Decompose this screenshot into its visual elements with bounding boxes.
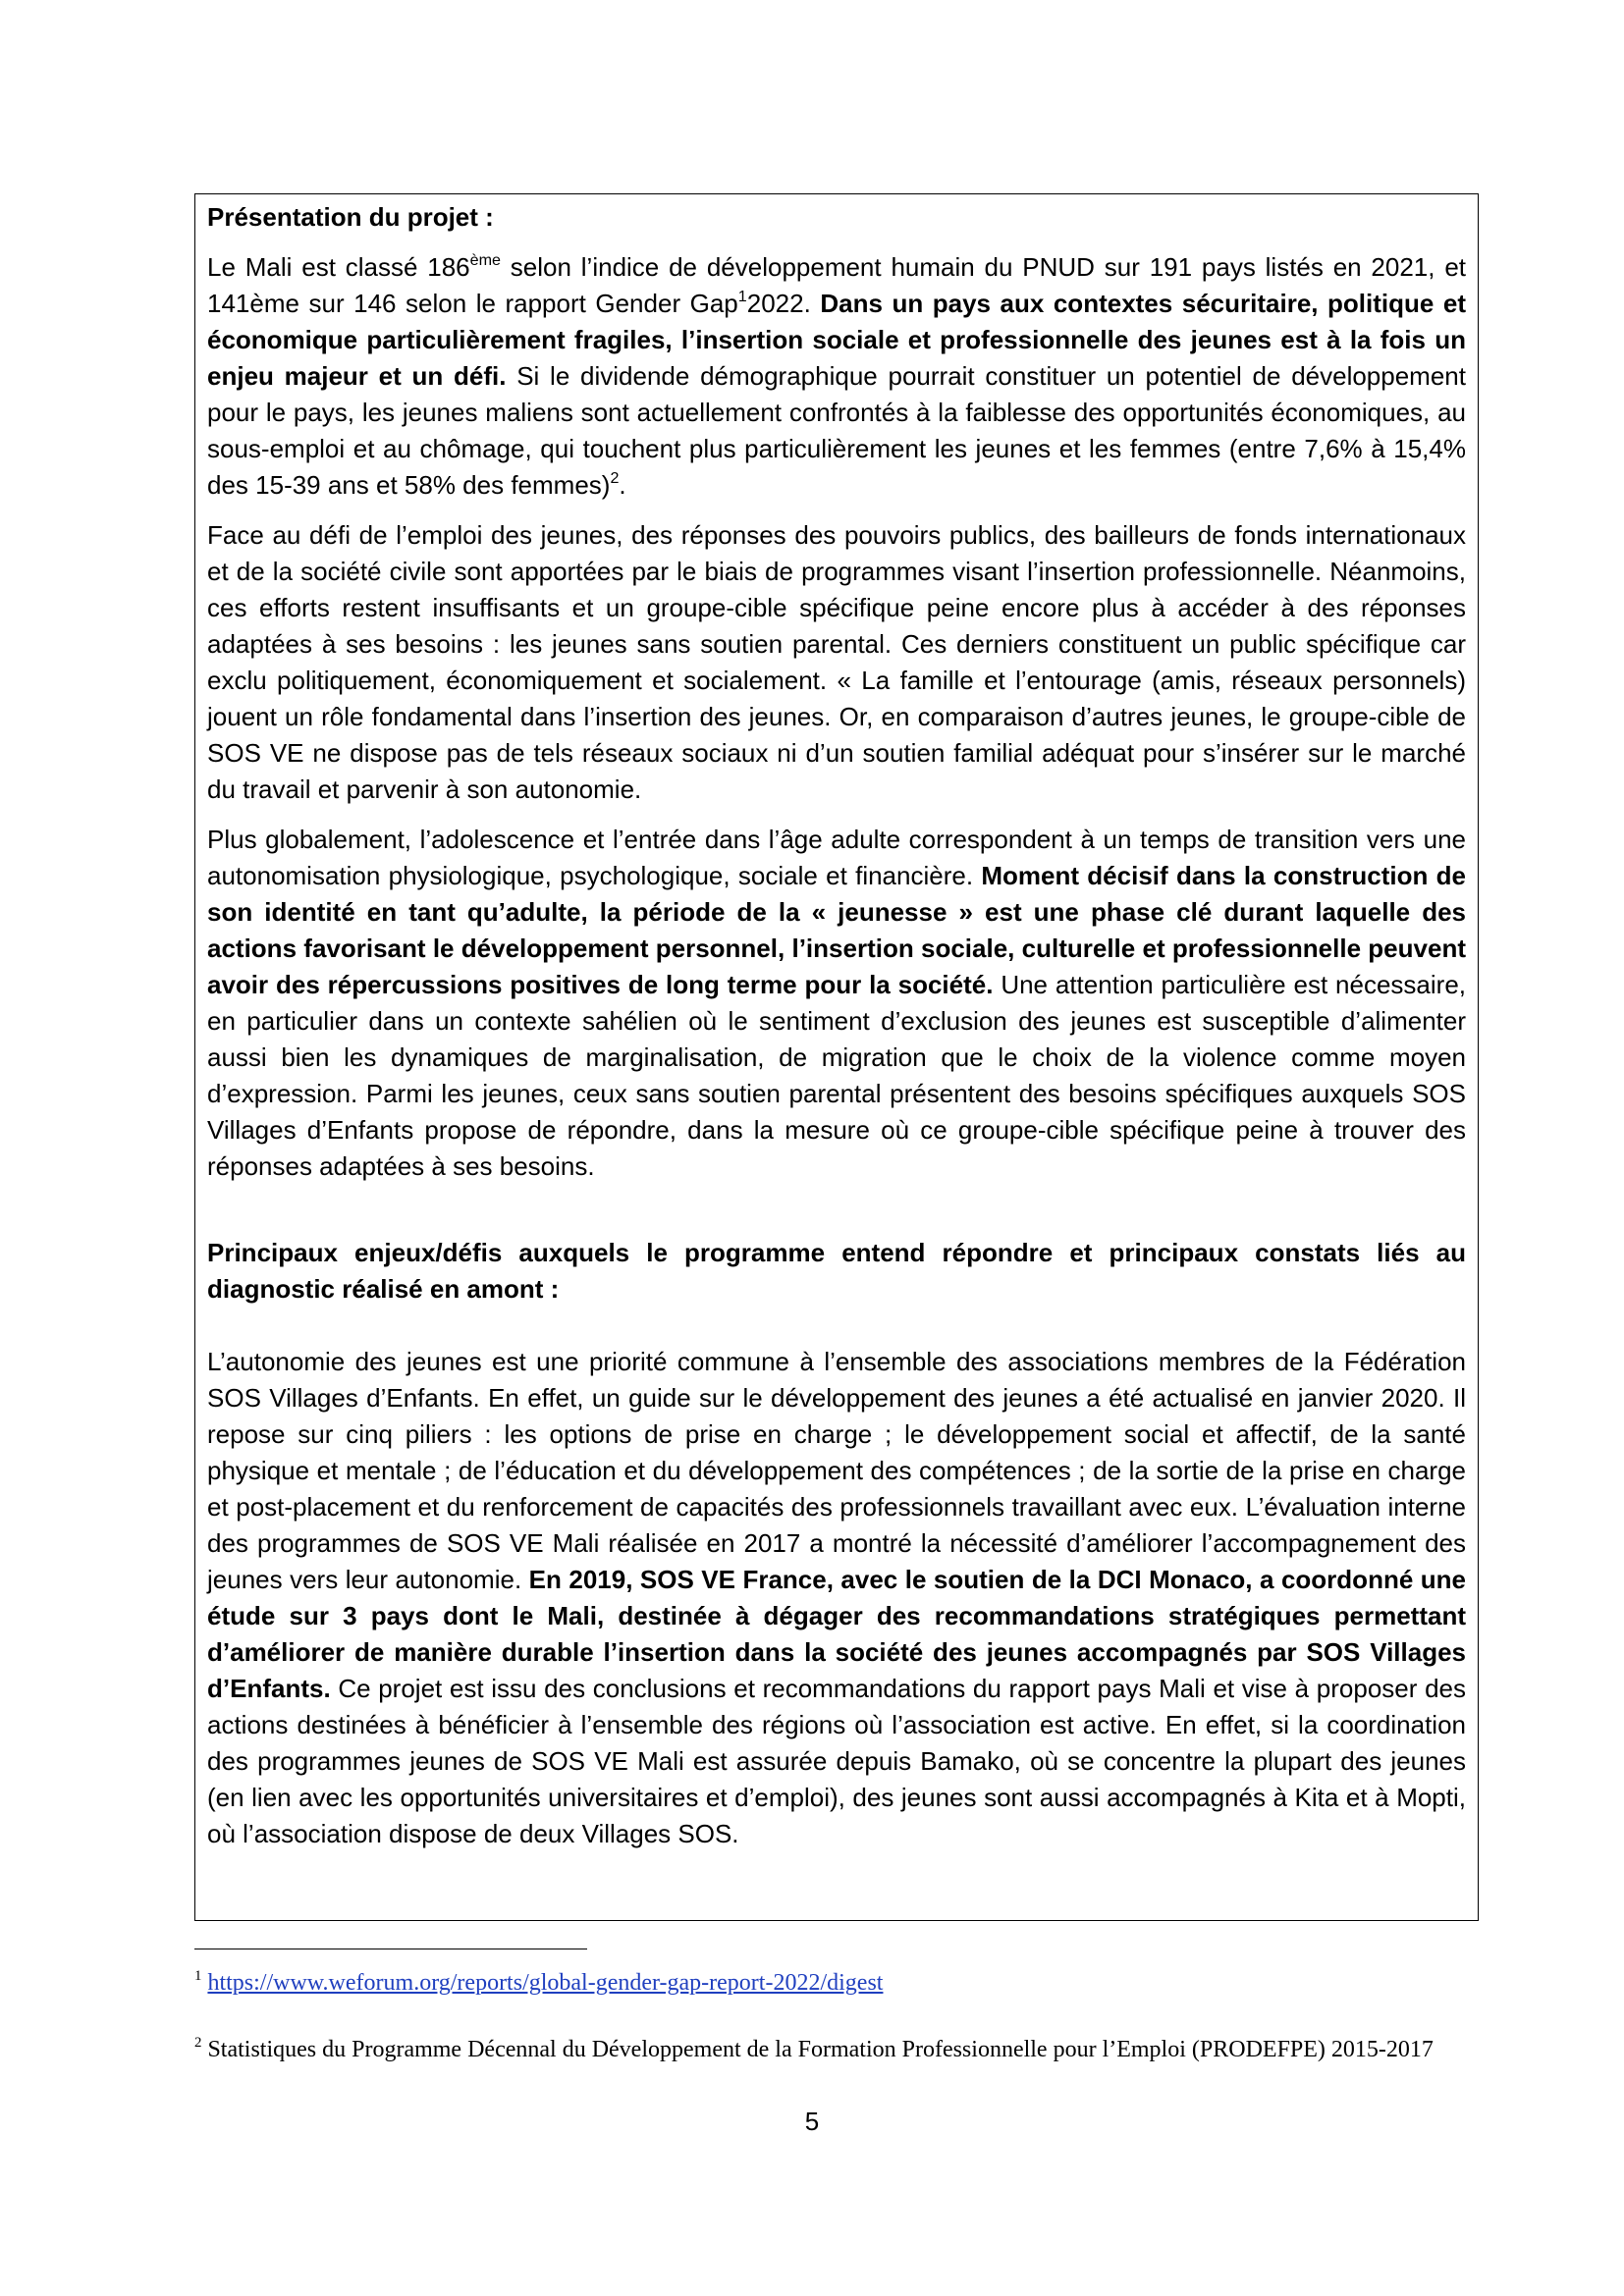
paragraph-employment-challenge: Face au défi de l’emploi des jeunes, des réponses des pouvoirs publics, des bailleurs de fonds internationaux et de la société civile sont apportées par le biais de programmes visant l’insertion professionnelle. Néanmoins, ces efforts restent insuffisants et un groupe-cible spécifique peine encore plus à accéder à des réponses adaptées à ses besoins : les jeunes sans soutien parental. Ces derniers constituent un public spécifique car exclu politiquement, économiquement et socialement. « La famille et l’entourage (amis, réseaux personnels) jouent un rôle fondamental dans l’insertion des jeunes. Or, en comparaison d’autres jeunes, le groupe-cible de SOS VE ne dispose pas de tels réseaux sociaux ni d’un soutien familial adéquat pour s’insérer sur le marché du travail et parvenir à son autonomie. bbox=[207, 520, 1466, 804]
footnote-ref-2: 2 bbox=[610, 468, 620, 487]
bold-text-run: Moment décisif dans la construction de son identité en tant qu’adulte, la période de la « jeunesse » est une phase clé durant laquelle des actions favorisant le développement personnel, l’insertion sociale, culturelle et professionnelle peuvent avoir des répercussions positives de long terme pour la société. bbox=[207, 861, 1466, 999]
footnote-link[interactable]: https://www.weforum.org/reports/global-gender-gap-report-2022/digest bbox=[207, 1970, 884, 1996]
footnote-2 bbox=[194, 2034, 1479, 2066]
superscript-eme: ème bbox=[469, 250, 501, 269]
text-run: selon l’indice de développement humain du PNUD sur 191 pays listés en 2021, et 141ème sur 146 selon le rapport Gender Gap bbox=[207, 252, 1466, 318]
project-box bbox=[194, 193, 1479, 1921]
footnote-text: Statistiques du Programme Décennal du Développement de la Formation Professionnelle pour l’Emploi (PRODEFPE) 2015-2017 bbox=[207, 2037, 1434, 2062]
text-run: Le Mali est classé 186 bbox=[207, 252, 470, 282]
bold-text-run: En 2019, SOS VE France, avec le soutien de la DCI Monaco, a coordonné une étude sur 3 pays dont le Mali, destinée à dégager des recommandations stratégiques permettant d’améliorer de manière durable l’insertion dans la société des jeunes accompagnés par SOS Villages d’Enfants. bbox=[207, 1565, 1466, 1703]
footnote-ref-1: 1 bbox=[737, 287, 747, 305]
footnote-1 bbox=[194, 1967, 1479, 2000]
paragraph-mali-context bbox=[207, 249, 1466, 504]
bold-text-run: Dans un pays aux contextes sécuritaire, politique et économique particulièrement fragiles, l’insertion sociale et professionnelle des jeunes est à la fois un enjeu majeur et un défi. bbox=[207, 289, 1466, 391]
text-run: Ce projet est issu des conclusions et recommandations du rapport pays Mali et vise à proposer des actions destinées à bénéficier à l’ensemble des régions où l’association est active. En effet, si la coordination des programmes jeunes de SOS VE Mali est assurée depuis Bamako, où se concentre la plupart des jeunes (en lien avec les opportunités universitaires et d’emploi), des jeunes sont aussi accompagnés à Kita et à Mopti, où l’association dispose de deux Villages SOS. bbox=[207, 1674, 1466, 1848]
text-run: 2022. bbox=[746, 289, 821, 318]
text-run: Une attention particulière est nécessaire, en particulier dans un contexte sahélien où le sentiment d’exclusion des jeunes est susceptible d’alimenter aussi bien les dynamiques de marginalisation, de migration que le choix de la violence comme moyen d’expression. Parmi les jeunes, ceux sans soutien parental présentent des besoins spécifiques auxquels SOS Villages d’Enfants propose de répondre, dans la mesure où ce groupe-cible spécifique peine à trouver des réponses adaptées à ses besoins. bbox=[207, 970, 1467, 1181]
text-run: Si le dividende démographique pourrait constituer un potentiel de développement pour le pays, les jeunes maliens sont actuellement confrontés à la faiblesse des opportunités économiques, au sous-emploi et au chômage, qui touchent plus particulièrement les jeunes et les femmes (entre 7,6% à 15,4% des 15-39 ans et 58% des femmes) bbox=[207, 361, 1466, 500]
text-run: Plus globalement, l’adolescence et l’entrée dans l’âge adulte correspondent à un temps de transition vers une autonomisation physiologique, psychologique, sociale et financière. bbox=[207, 825, 1466, 890]
footnote-mark-2: 2 bbox=[194, 2034, 202, 2051]
paragraph-youth-autonomy bbox=[207, 1344, 1466, 1852]
page-number: 5 bbox=[804, 2107, 820, 2136]
footnote-mark-1: 1 bbox=[194, 1967, 202, 1984]
section-heading-challenges: Principaux enjeux/défis auxquels le programme entend répondre et principaux constats liés au diagnostic réalisé en amont : bbox=[207, 1238, 1466, 1304]
text-run: L’autonomie des jeunes est une priorité commune à l’ensemble des associations membres de la Fédération SOS Villages d’Enfants. En effet, un guide sur le développement des jeunes a été actualisé en janvier 2020. Il repose sur cinq piliers : les options de prise en charge ; le développement social et affectif, de la santé physique et mentale ; de l’éducation et du développement des compétences ; de la sortie de la prise en charge et post-placement et du renforcement de capacités des professionnels travaillant avec eux. L’évaluation interne des programmes de SOS VE Mali réalisée en 2017 a montré la nécessité d’améliorer l’accompagnement des jeunes vers leur autonomie. bbox=[207, 1347, 1466, 1594]
text-run: . bbox=[619, 470, 626, 500]
paragraph-adolescence bbox=[207, 822, 1466, 1185]
section-heading-presentation: Présentation du projet : bbox=[207, 202, 494, 232]
